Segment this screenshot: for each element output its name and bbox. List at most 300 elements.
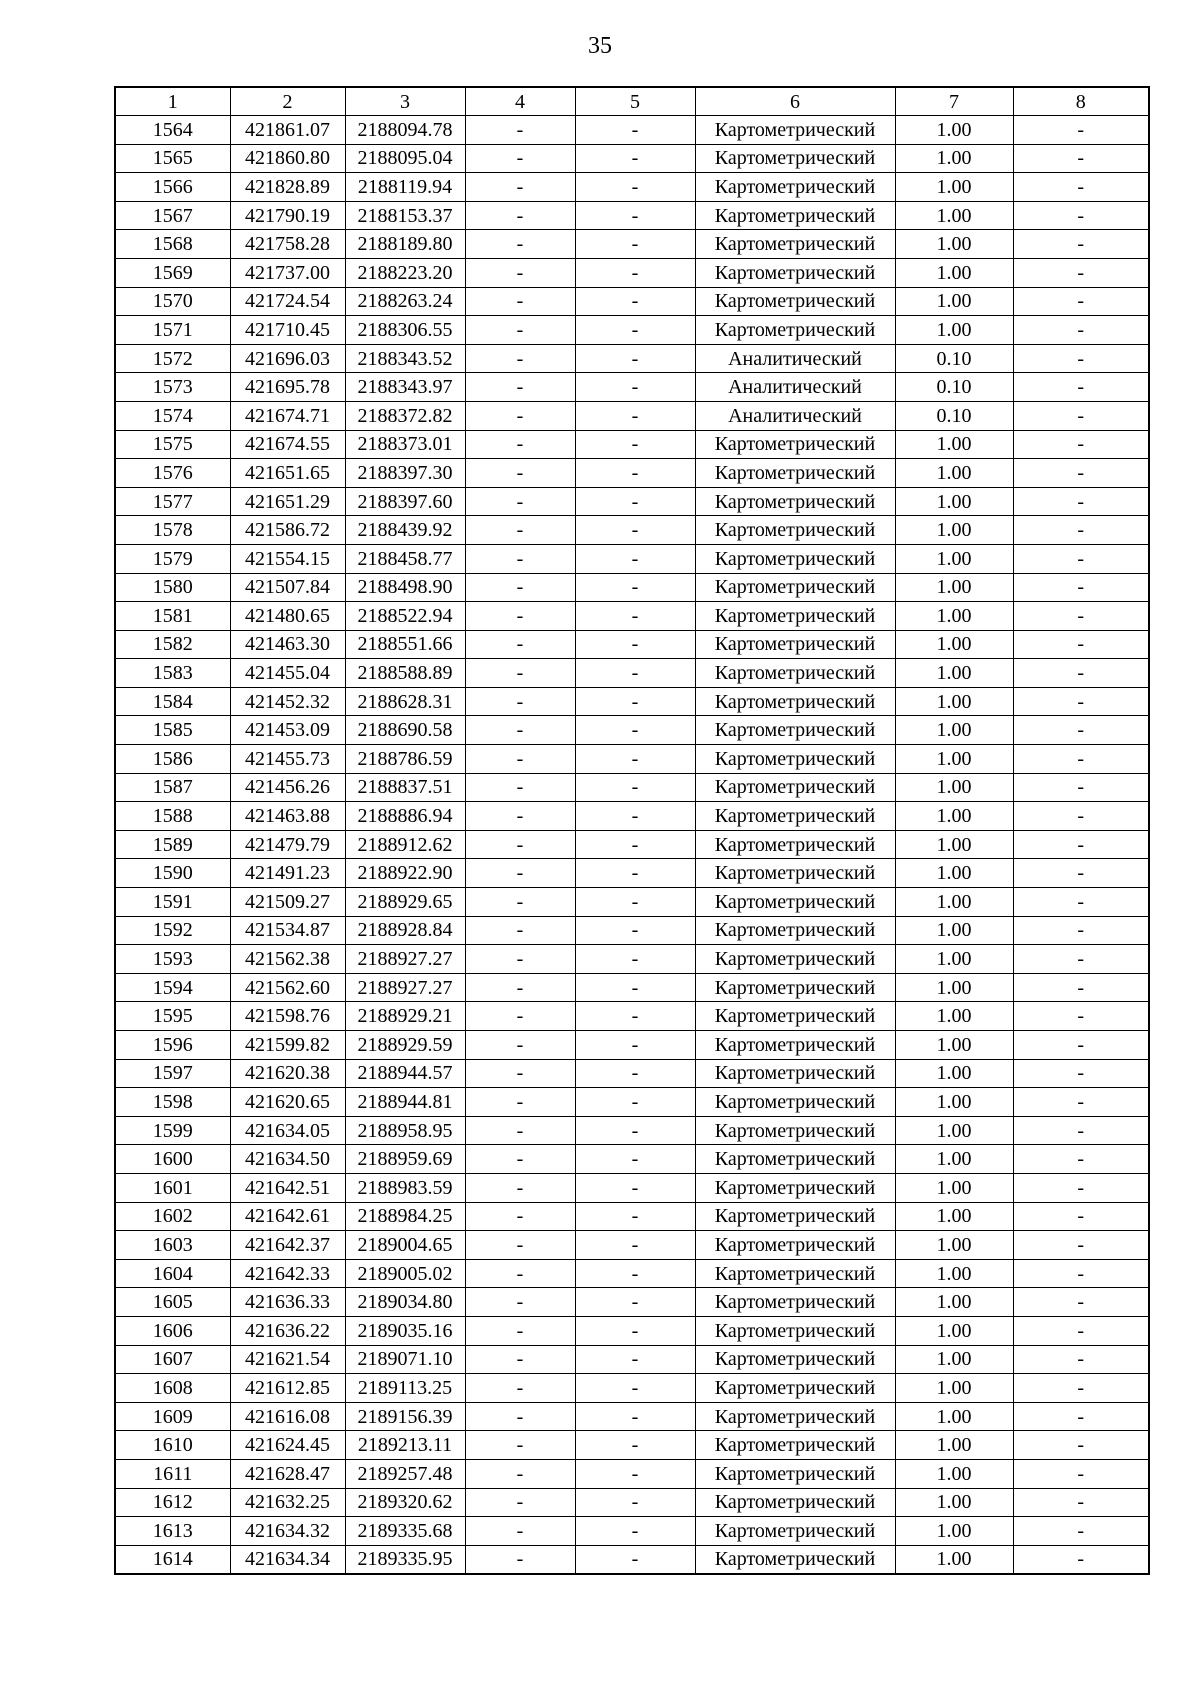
table-row <box>115 316 1149 345</box>
cell-col-5: - <box>575 1402 695 1431</box>
cell-col-4: - <box>465 1431 575 1460</box>
cell-accuracy: 1.00 <box>895 516 1013 545</box>
cell-point-number: 1573 <box>115 373 230 402</box>
cell-accuracy: 1.00 <box>895 1259 1013 1288</box>
cell-x-coordinate: 421554.15 <box>230 544 345 573</box>
cell-y-coordinate: 2188153.37 <box>345 201 465 230</box>
cell-col-8: - <box>1013 602 1149 631</box>
cell-y-coordinate: 2188983.59 <box>345 1173 465 1202</box>
table-row <box>115 287 1149 316</box>
cell-col-4: - <box>465 230 575 259</box>
cell-col-5: - <box>575 1173 695 1202</box>
cell-col-8: - <box>1013 459 1149 488</box>
cell-point-number: 1599 <box>115 1116 230 1145</box>
cell-point-number: 1609 <box>115 1402 230 1431</box>
cell-col-4: - <box>465 830 575 859</box>
cell-x-coordinate: 421828.89 <box>230 173 345 202</box>
cell-col-5: - <box>575 716 695 745</box>
cell-accuracy: 1.00 <box>895 659 1013 688</box>
cell-y-coordinate: 2189005.02 <box>345 1259 465 1288</box>
column-header: 1 <box>115 87 230 116</box>
cell-x-coordinate: 421674.55 <box>230 430 345 459</box>
cell-x-coordinate: 421710.45 <box>230 316 345 345</box>
cell-col-5: - <box>575 230 695 259</box>
table-row <box>115 1202 1149 1231</box>
cell-y-coordinate: 2188094.78 <box>345 116 465 145</box>
cell-col-8: - <box>1013 544 1149 573</box>
cell-col-8: - <box>1013 888 1149 917</box>
cell-accuracy: 1.00 <box>895 1088 1013 1117</box>
cell-col-8: - <box>1013 1116 1149 1145</box>
cell-col-8: - <box>1013 973 1149 1002</box>
cell-point-number: 1574 <box>115 401 230 430</box>
cell-y-coordinate: 2189335.68 <box>345 1517 465 1546</box>
cell-method: Картометрический <box>695 945 895 974</box>
cell-col-4: - <box>465 1202 575 1231</box>
cell-x-coordinate: 421632.25 <box>230 1488 345 1517</box>
cell-accuracy: 1.00 <box>895 287 1013 316</box>
cell-col-4: - <box>465 1259 575 1288</box>
cell-col-8: - <box>1013 1288 1149 1317</box>
table-row <box>115 1088 1149 1117</box>
table-row <box>115 1545 1149 1574</box>
cell-col-8: - <box>1013 573 1149 602</box>
cell-col-8: - <box>1013 201 1149 230</box>
cell-col-8: - <box>1013 430 1149 459</box>
cell-accuracy: 1.00 <box>895 1031 1013 1060</box>
cell-method: Картометрический <box>695 630 895 659</box>
cell-y-coordinate: 2188306.55 <box>345 316 465 345</box>
cell-col-4: - <box>465 1173 575 1202</box>
cell-col-4: - <box>465 144 575 173</box>
cell-accuracy: 1.00 <box>895 144 1013 173</box>
cell-col-8: - <box>1013 1374 1149 1403</box>
cell-x-coordinate: 421586.72 <box>230 516 345 545</box>
table-row <box>115 1259 1149 1288</box>
cell-x-coordinate: 421598.76 <box>230 1002 345 1031</box>
cell-col-8: - <box>1013 916 1149 945</box>
cell-x-coordinate: 421612.85 <box>230 1374 345 1403</box>
cell-point-number: 1601 <box>115 1173 230 1202</box>
cell-col-5: - <box>575 830 695 859</box>
cell-accuracy: 1.00 <box>895 630 1013 659</box>
table-row <box>115 1059 1149 1088</box>
cell-col-5: - <box>575 1059 695 1088</box>
cell-method: Картометрический <box>695 516 895 545</box>
table-row <box>115 430 1149 459</box>
cell-point-number: 1566 <box>115 173 230 202</box>
cell-col-4: - <box>465 516 575 545</box>
table-row <box>115 1488 1149 1517</box>
cell-method: Аналитический <box>695 373 895 402</box>
table-row <box>115 1431 1149 1460</box>
cell-accuracy: 1.00 <box>895 573 1013 602</box>
cell-col-5: - <box>575 1316 695 1345</box>
cell-col-8: - <box>1013 716 1149 745</box>
cell-method: Картометрический <box>695 1459 895 1488</box>
cell-y-coordinate: 2189335.95 <box>345 1545 465 1574</box>
cell-col-8: - <box>1013 1259 1149 1288</box>
cell-col-4: - <box>465 602 575 631</box>
cell-col-8: - <box>1013 859 1149 888</box>
cell-method: Картометрический <box>695 287 895 316</box>
cell-col-4: - <box>465 1031 575 1060</box>
cell-x-coordinate: 421509.27 <box>230 888 345 917</box>
cell-y-coordinate: 2188837.51 <box>345 773 465 802</box>
cell-method: Картометрический <box>695 602 895 631</box>
cell-point-number: 1565 <box>115 144 230 173</box>
cell-method: Картометрический <box>695 659 895 688</box>
table-row <box>115 916 1149 945</box>
table-row <box>115 344 1149 373</box>
cell-x-coordinate: 421562.38 <box>230 945 345 974</box>
table-row <box>115 258 1149 287</box>
cell-method: Картометрический <box>695 1374 895 1403</box>
cell-method: Аналитический <box>695 344 895 373</box>
cell-x-coordinate: 421491.23 <box>230 859 345 888</box>
cell-accuracy: 0.10 <box>895 373 1013 402</box>
cell-point-number: 1569 <box>115 258 230 287</box>
cell-y-coordinate: 2189004.65 <box>345 1231 465 1260</box>
cell-col-8: - <box>1013 1459 1149 1488</box>
cell-y-coordinate: 2188498.90 <box>345 573 465 602</box>
cell-col-5: - <box>575 1116 695 1145</box>
cell-col-5: - <box>575 516 695 545</box>
cell-x-coordinate: 421620.65 <box>230 1088 345 1117</box>
table-row <box>115 487 1149 516</box>
cell-col-5: - <box>575 1545 695 1574</box>
cell-x-coordinate: 421620.38 <box>230 1059 345 1088</box>
cell-x-coordinate: 421634.32 <box>230 1517 345 1546</box>
cell-col-8: - <box>1013 630 1149 659</box>
cell-point-number: 1610 <box>115 1431 230 1460</box>
cell-col-5: - <box>575 859 695 888</box>
cell-col-4: - <box>465 687 575 716</box>
cell-y-coordinate: 2188922.90 <box>345 859 465 888</box>
cell-point-number: 1607 <box>115 1345 230 1374</box>
cell-method: Картометрический <box>695 745 895 774</box>
cell-col-8: - <box>1013 1545 1149 1574</box>
table-row <box>115 230 1149 259</box>
cell-point-number: 1595 <box>115 1002 230 1031</box>
cell-method: Картометрический <box>695 1002 895 1031</box>
cell-col-4: - <box>465 1316 575 1345</box>
cell-point-number: 1564 <box>115 116 230 145</box>
table-row <box>115 1031 1149 1060</box>
cell-method: Картометрический <box>695 973 895 1002</box>
cell-accuracy: 1.00 <box>895 258 1013 287</box>
cell-point-number: 1592 <box>115 916 230 945</box>
cell-y-coordinate: 2188439.92 <box>345 516 465 545</box>
cell-point-number: 1604 <box>115 1259 230 1288</box>
cell-method: Картометрический <box>695 773 895 802</box>
cell-method: Картометрический <box>695 1316 895 1345</box>
cell-point-number: 1572 <box>115 344 230 373</box>
cell-col-5: - <box>575 1345 695 1374</box>
table-row <box>115 401 1149 430</box>
cell-x-coordinate: 421695.78 <box>230 373 345 402</box>
cell-point-number: 1586 <box>115 745 230 774</box>
cell-method: Картометрический <box>695 230 895 259</box>
cell-point-number: 1605 <box>115 1288 230 1317</box>
cell-accuracy: 1.00 <box>895 802 1013 831</box>
table-row <box>115 201 1149 230</box>
cell-col-4: - <box>465 888 575 917</box>
cell-method: Картометрический <box>695 859 895 888</box>
cell-accuracy: 1.00 <box>895 201 1013 230</box>
cell-method: Картометрический <box>695 1031 895 1060</box>
cell-col-8: - <box>1013 516 1149 545</box>
cell-accuracy: 1.00 <box>895 1545 1013 1574</box>
table-row <box>115 459 1149 488</box>
cell-accuracy: 1.00 <box>895 430 1013 459</box>
cell-accuracy: 1.00 <box>895 116 1013 145</box>
cell-col-8: - <box>1013 659 1149 688</box>
table-row <box>115 659 1149 688</box>
cell-point-number: 1612 <box>115 1488 230 1517</box>
cell-point-number: 1585 <box>115 716 230 745</box>
cell-col-5: - <box>575 1517 695 1546</box>
cell-x-coordinate: 421562.60 <box>230 973 345 1002</box>
cell-point-number: 1576 <box>115 459 230 488</box>
cell-method: Картометрический <box>695 1231 895 1260</box>
table-body <box>115 116 1149 1575</box>
cell-x-coordinate: 421463.88 <box>230 802 345 831</box>
cell-point-number: 1590 <box>115 859 230 888</box>
cell-accuracy: 1.00 <box>895 1288 1013 1317</box>
cell-col-8: - <box>1013 173 1149 202</box>
cell-method: Картометрический <box>695 916 895 945</box>
cell-y-coordinate: 2188886.94 <box>345 802 465 831</box>
cell-col-5: - <box>575 888 695 917</box>
cell-col-4: - <box>465 1088 575 1117</box>
cell-y-coordinate: 2188690.58 <box>345 716 465 745</box>
cell-point-number: 1593 <box>115 945 230 974</box>
cell-col-5: - <box>575 1088 695 1117</box>
cell-x-coordinate: 421455.73 <box>230 745 345 774</box>
cell-point-number: 1596 <box>115 1031 230 1060</box>
cell-accuracy: 1.00 <box>895 1345 1013 1374</box>
cell-col-5: - <box>575 802 695 831</box>
cell-x-coordinate: 421642.51 <box>230 1173 345 1202</box>
column-header: 2 <box>230 87 345 116</box>
cell-accuracy: 1.00 <box>895 773 1013 802</box>
cell-method: Картометрический <box>695 116 895 145</box>
cell-col-8: - <box>1013 1488 1149 1517</box>
cell-x-coordinate: 421724.54 <box>230 287 345 316</box>
cell-col-8: - <box>1013 287 1149 316</box>
cell-accuracy: 1.00 <box>895 859 1013 888</box>
cell-col-5: - <box>575 1459 695 1488</box>
cell-method: Картометрический <box>695 888 895 917</box>
cell-method: Картометрический <box>695 1517 895 1546</box>
cell-method: Картометрический <box>695 830 895 859</box>
cell-col-8: - <box>1013 1402 1149 1431</box>
cell-col-8: - <box>1013 773 1149 802</box>
cell-col-5: - <box>575 1231 695 1260</box>
cell-accuracy: 1.00 <box>895 1145 1013 1174</box>
cell-y-coordinate: 2188397.30 <box>345 459 465 488</box>
cell-y-coordinate: 2188929.59 <box>345 1031 465 1060</box>
cell-col-5: - <box>575 201 695 230</box>
table-row <box>115 802 1149 831</box>
cell-x-coordinate: 421642.33 <box>230 1259 345 1288</box>
table-row <box>115 1402 1149 1431</box>
cell-x-coordinate: 421452.32 <box>230 687 345 716</box>
cell-point-number: 1591 <box>115 888 230 917</box>
cell-col-4: - <box>465 201 575 230</box>
cell-point-number: 1589 <box>115 830 230 859</box>
cell-accuracy: 1.00 <box>895 916 1013 945</box>
cell-col-4: - <box>465 1231 575 1260</box>
cell-col-5: - <box>575 487 695 516</box>
cell-point-number: 1587 <box>115 773 230 802</box>
table-row <box>115 630 1149 659</box>
cell-col-4: - <box>465 659 575 688</box>
cell-x-coordinate: 421651.29 <box>230 487 345 516</box>
cell-col-8: - <box>1013 745 1149 774</box>
cell-accuracy: 1.00 <box>895 230 1013 259</box>
cell-y-coordinate: 2188984.25 <box>345 1202 465 1231</box>
cell-col-4: - <box>465 316 575 345</box>
cell-col-5: - <box>575 1488 695 1517</box>
cell-col-5: - <box>575 659 695 688</box>
cell-col-4: - <box>465 1402 575 1431</box>
cell-col-4: - <box>465 1488 575 1517</box>
cell-point-number: 1597 <box>115 1059 230 1088</box>
cell-y-coordinate: 2189257.48 <box>345 1459 465 1488</box>
cell-col-4: - <box>465 116 575 145</box>
cell-accuracy: 1.00 <box>895 945 1013 974</box>
cell-col-8: - <box>1013 344 1149 373</box>
cell-y-coordinate: 2188929.65 <box>345 888 465 917</box>
cell-col-4: - <box>465 630 575 659</box>
cell-col-5: - <box>575 173 695 202</box>
cell-accuracy: 1.00 <box>895 1202 1013 1231</box>
cell-col-5: - <box>575 745 695 774</box>
cell-y-coordinate: 2188373.01 <box>345 430 465 459</box>
cell-point-number: 1606 <box>115 1316 230 1345</box>
cell-col-8: - <box>1013 401 1149 430</box>
cell-x-coordinate: 421758.28 <box>230 230 345 259</box>
cell-method: Картометрический <box>695 487 895 516</box>
table-row <box>115 1316 1149 1345</box>
cell-col-4: - <box>465 802 575 831</box>
cell-y-coordinate: 2188119.94 <box>345 173 465 202</box>
cell-point-number: 1602 <box>115 1202 230 1231</box>
table-row <box>115 1517 1149 1546</box>
cell-point-number: 1614 <box>115 1545 230 1574</box>
cell-accuracy: 1.00 <box>895 1231 1013 1260</box>
cell-col-4: - <box>465 716 575 745</box>
cell-point-number: 1579 <box>115 544 230 573</box>
cell-x-coordinate: 421642.61 <box>230 1202 345 1231</box>
cell-point-number: 1568 <box>115 230 230 259</box>
cell-y-coordinate: 2188397.60 <box>345 487 465 516</box>
cell-accuracy: 1.00 <box>895 544 1013 573</box>
cell-point-number: 1567 <box>115 201 230 230</box>
cell-y-coordinate: 2188912.62 <box>345 830 465 859</box>
cell-x-coordinate: 421674.71 <box>230 401 345 430</box>
cell-col-4: - <box>465 1345 575 1374</box>
cell-x-coordinate: 421642.37 <box>230 1231 345 1260</box>
cell-x-coordinate: 421737.00 <box>230 258 345 287</box>
cell-col-8: - <box>1013 687 1149 716</box>
cell-method: Картометрический <box>695 1116 895 1145</box>
column-header: 7 <box>895 87 1013 116</box>
table-row <box>115 945 1149 974</box>
cell-y-coordinate: 2188927.27 <box>345 973 465 1002</box>
cell-col-5: - <box>575 773 695 802</box>
cell-y-coordinate: 2188928.84 <box>345 916 465 945</box>
cell-col-8: - <box>1013 1145 1149 1174</box>
cell-x-coordinate: 421636.22 <box>230 1316 345 1345</box>
cell-x-coordinate: 421790.19 <box>230 201 345 230</box>
cell-method: Картометрический <box>695 1402 895 1431</box>
table-row <box>115 745 1149 774</box>
cell-x-coordinate: 421696.03 <box>230 344 345 373</box>
cell-y-coordinate: 2188189.80 <box>345 230 465 259</box>
cell-col-4: - <box>465 1145 575 1174</box>
cell-point-number: 1611 <box>115 1459 230 1488</box>
table-row <box>115 1288 1149 1317</box>
cell-col-8: - <box>1013 1031 1149 1060</box>
cell-y-coordinate: 2188263.24 <box>345 287 465 316</box>
cell-accuracy: 1.00 <box>895 687 1013 716</box>
cell-y-coordinate: 2189213.11 <box>345 1431 465 1460</box>
cell-col-4: - <box>465 1459 575 1488</box>
cell-x-coordinate: 421621.54 <box>230 1345 345 1374</box>
cell-y-coordinate: 2188522.94 <box>345 602 465 631</box>
cell-col-4: - <box>465 459 575 488</box>
cell-x-coordinate: 421507.84 <box>230 573 345 602</box>
cell-x-coordinate: 421624.45 <box>230 1431 345 1460</box>
cell-method: Картометрический <box>695 1202 895 1231</box>
cell-method: Аналитический <box>695 401 895 430</box>
cell-method: Картометрический <box>695 430 895 459</box>
cell-col-4: - <box>465 1288 575 1317</box>
cell-x-coordinate: 421651.65 <box>230 459 345 488</box>
cell-method: Картометрический <box>695 544 895 573</box>
cell-method: Картометрический <box>695 316 895 345</box>
cell-method: Картометрический <box>695 144 895 173</box>
table-row <box>115 1345 1149 1374</box>
cell-accuracy: 0.10 <box>895 344 1013 373</box>
table-row <box>115 373 1149 402</box>
cell-y-coordinate: 2188223.20 <box>345 258 465 287</box>
cell-accuracy: 0.10 <box>895 401 1013 430</box>
cell-col-4: - <box>465 1545 575 1574</box>
cell-accuracy: 1.00 <box>895 1116 1013 1145</box>
cell-point-number: 1613 <box>115 1517 230 1546</box>
cell-x-coordinate: 421616.08 <box>230 1402 345 1431</box>
cell-point-number: 1570 <box>115 287 230 316</box>
cell-method: Картометрический <box>695 201 895 230</box>
cell-method: Картометрический <box>695 173 895 202</box>
cell-accuracy: 1.00 <box>895 1173 1013 1202</box>
cell-col-4: - <box>465 173 575 202</box>
table-row <box>115 1145 1149 1174</box>
cell-y-coordinate: 2189320.62 <box>345 1488 465 1517</box>
cell-col-5: - <box>575 573 695 602</box>
table-row <box>115 888 1149 917</box>
cell-col-8: - <box>1013 1173 1149 1202</box>
cell-accuracy: 1.00 <box>895 1402 1013 1431</box>
cell-col-8: - <box>1013 1517 1149 1546</box>
cell-col-5: - <box>575 916 695 945</box>
cell-x-coordinate: 421634.34 <box>230 1545 345 1574</box>
cell-col-4: - <box>465 973 575 1002</box>
